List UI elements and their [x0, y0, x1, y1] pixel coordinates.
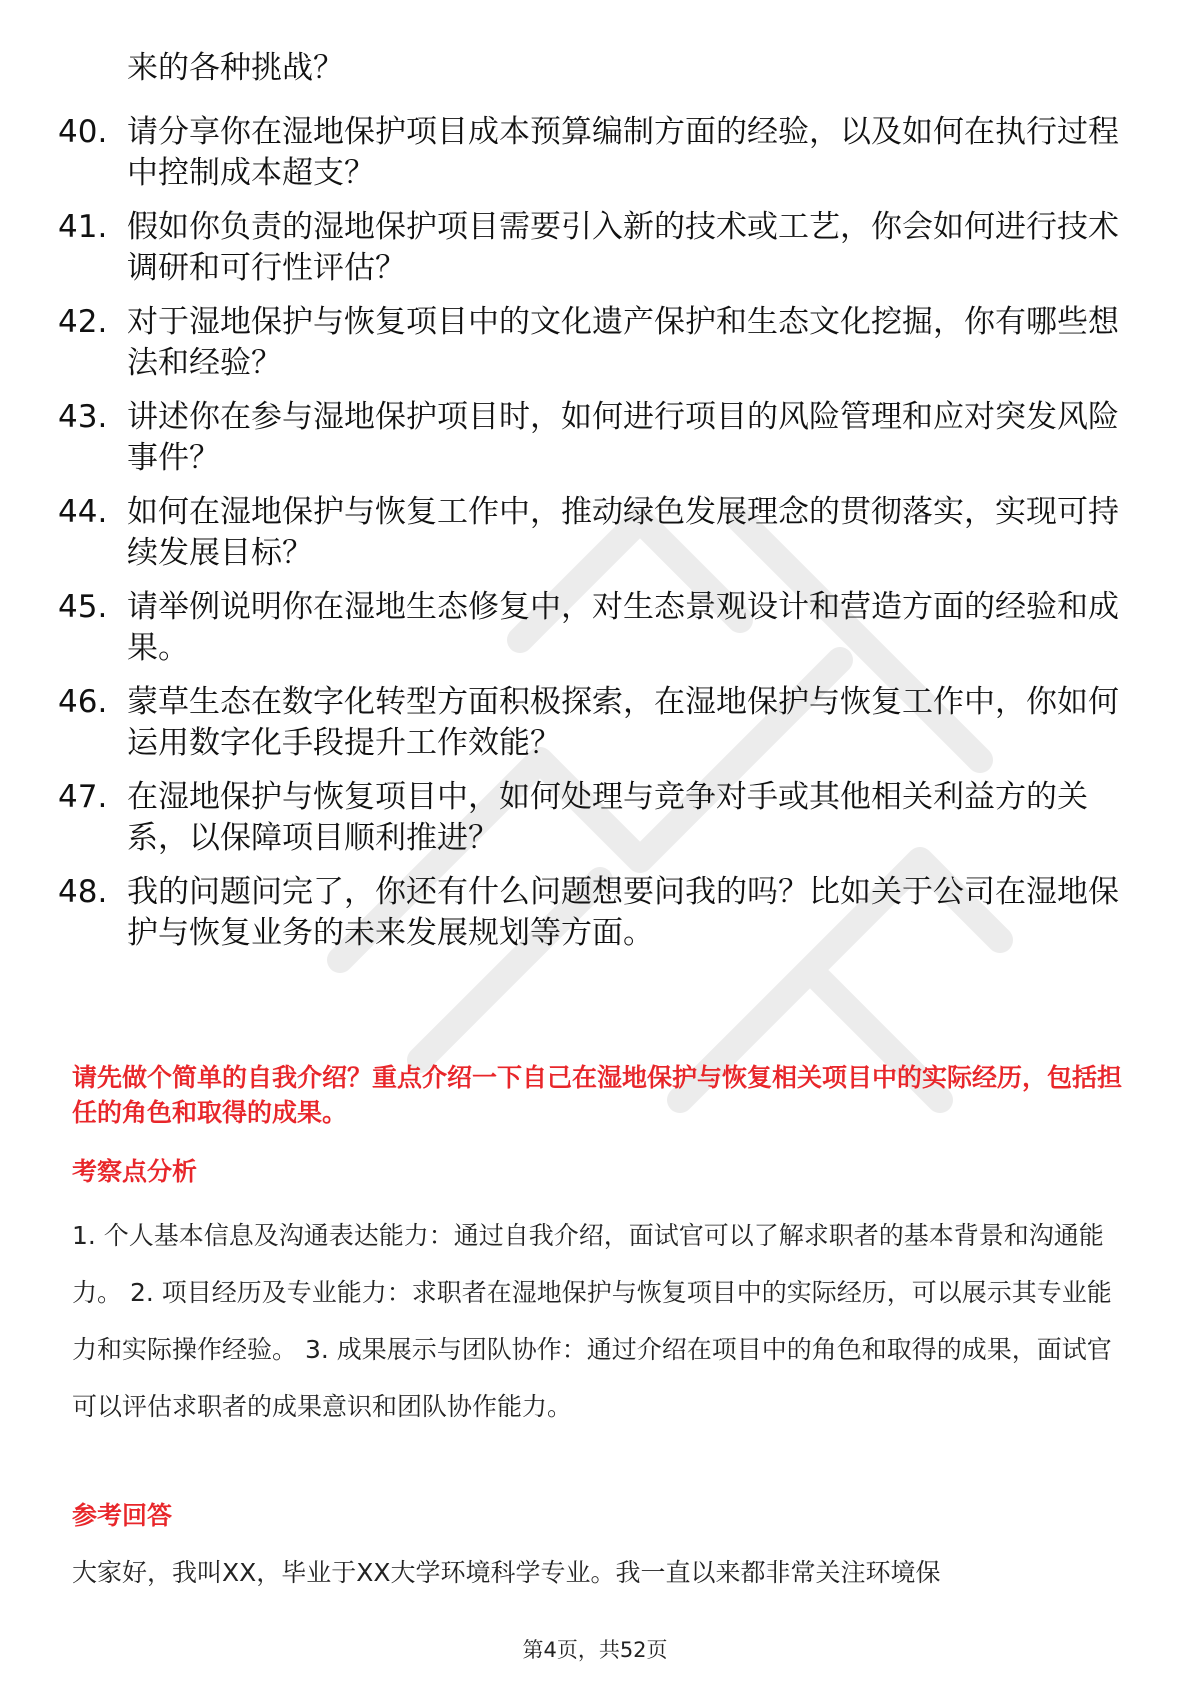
analysis-body: 1. 个人基本信息及沟通表达能力：通过自我介绍，面试官可以了解求职者的基本背景和沟通能力。 2. 项目经历及专业能力：求职者在湿地保护与恢复项目中的实际经历，可以展示其专业能力和实际操作经验。 3. 成果展示与团队协作：通过介绍在项目中的角色和取得的成果，面试官可以评估求职者的成果意识和团队协作能力。	[72, 1221, 1112, 1421]
question-number: 48.	[58, 874, 108, 910]
question-item	[0, 112, 1190, 207]
question-item	[0, 872, 1190, 967]
question-number: 40.	[58, 114, 108, 150]
question-item	[0, 587, 1190, 682]
question-text: 我的问题问完了，你还有什么问题想要问我的吗？比如关于公司在湿地保护与恢复业务的未来发展规划等方面。	[127, 874, 1119, 951]
question-text: 对于湿地保护与恢复项目中的文化遗产保护和生态文化挖掘，你有哪些想法和经验？	[127, 304, 1119, 381]
analysis-title: 考察点分析	[72, 1157, 198, 1186]
question-list	[0, 112, 1190, 967]
page-footer: 第4页，共52页	[522, 1638, 668, 1662]
question-text: 假如你负责的湿地保护项目需要引入新的技术或工艺，你会如何进行技术调研和可行性评估？	[127, 209, 1119, 286]
question-text: 讲述你在参与湿地保护项目时，如何进行项目的风险管理和应对突发风险事件？	[127, 399, 1119, 476]
highlight-question: 请先做个简单的自我介绍？重点介绍一下自己在湿地保护与恢复相关项目中的实际经历，包括担任的角色和取得的成果。	[72, 1063, 1123, 1127]
question-item	[0, 682, 1190, 777]
question-item	[0, 302, 1190, 397]
question-text: 请举例说明你在湿地生态修复中，对生态景观设计和营造方面的经验和成果。	[127, 589, 1119, 666]
question-continuation: 来的各种挑战？	[127, 50, 344, 86]
question-number: 42.	[58, 304, 108, 340]
question-item	[0, 207, 1190, 302]
question-number: 46.	[58, 684, 108, 720]
question-text: 如何在湿地保护与恢复工作中，推动绿色发展理念的贯彻落实，实现可持续发展目标？	[127, 494, 1119, 571]
reference-answer-body: 大家好，我叫XX，毕业于XX大学环境科学专业。我一直以来都非常关注环境保	[72, 1558, 941, 1587]
question-item	[0, 777, 1190, 872]
question-number: 44.	[58, 494, 108, 530]
question-item	[0, 397, 1190, 492]
question-number: 41.	[58, 209, 108, 245]
reference-answer-title: 参考回答	[72, 1501, 173, 1530]
question-number: 45.	[58, 589, 108, 625]
question-number: 47.	[58, 779, 108, 815]
question-number: 43.	[58, 399, 108, 435]
question-text: 蒙草生态在数字化转型方面积极探索，在湿地保护与恢复工作中，你如何运用数字化手段提升工作效能？	[127, 684, 1119, 761]
question-text: 在湿地保护与恢复项目中，如何处理与竞争对手或其他相关利益方的关系，以保障项目顺利推进？	[127, 779, 1088, 856]
question-item	[0, 492, 1190, 587]
question-text: 请分享你在湿地保护项目成本预算编制方面的经验，以及如何在执行过程中控制成本超支？	[127, 114, 1119, 191]
